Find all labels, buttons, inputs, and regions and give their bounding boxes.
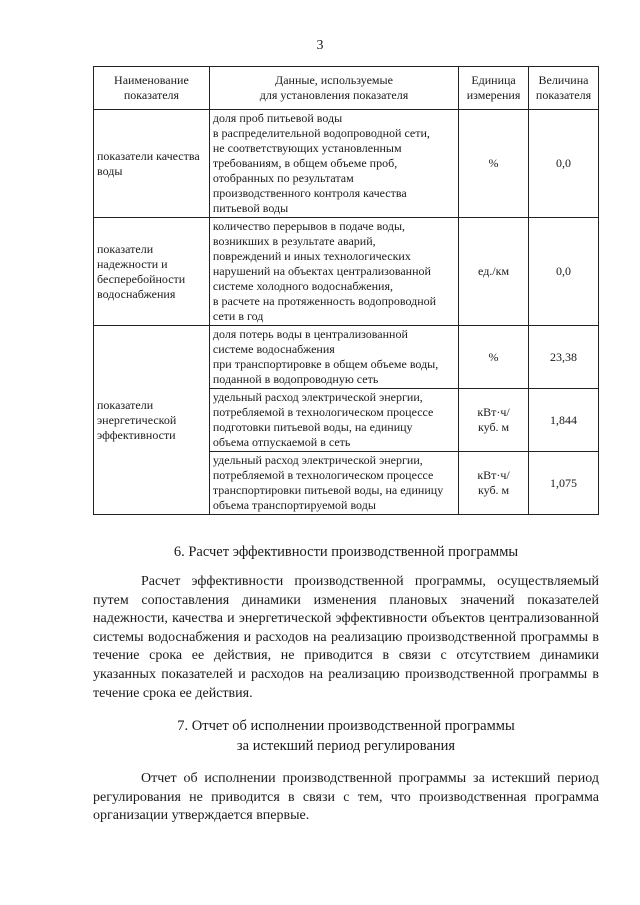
- header-indicator-name: Наименование показателя: [94, 67, 210, 110]
- table-header-row: [94, 67, 599, 110]
- table-row: [94, 110, 599, 218]
- row-unit: кВт·ч/ куб. м: [459, 389, 529, 452]
- row-description: доля проб питьевой воды в распределительной водопроводной сети, не соответствующих установленным требованиям, в общем объеме проб, отобранных по результатам производственного контроля качества питьевой воды: [209, 110, 458, 218]
- section-6-paragraph: Расчет эффективности производственной программы, осуществляемый путем сопоставления динамики изменения плановых значений показателей надежности, качества и энергетической эффективности объектов централизованной системы водоснабжения и расходов на реализацию производственной программы в течение срока ее действия, не приводится в связи с отсутствием динамики указанных показателей и расходов на реализацию производственной программы в течение срока ее действия.: [93, 574, 599, 701]
- indicators-table: [93, 66, 599, 515]
- table-row: [94, 218, 599, 326]
- row-description: удельный расход электрической энергии, потребляемой в технологическом процессе транспортировки питьевой воды, на единицу объема транспортируемой воды: [209, 452, 458, 515]
- row-unit: %: [459, 326, 529, 389]
- header-value: Величина показателя: [529, 67, 599, 110]
- row-value: 1,075: [529, 452, 599, 515]
- row-value: 0,0: [529, 218, 599, 326]
- header-source-data: Данные, используемые для установления показателя: [209, 67, 458, 110]
- row-value: 0,0: [529, 110, 599, 218]
- row-value: 23,38: [529, 326, 599, 389]
- row-unit: кВт·ч/ куб. м: [459, 452, 529, 515]
- group-reliability: показатели надежности и бесперебойности водоснабжения: [94, 218, 210, 326]
- group-energy-efficiency: показатели энергетической эффективности: [94, 326, 210, 515]
- row-unit: %: [459, 110, 529, 218]
- row-description: количество перерывов в подаче воды, возникших в результате аварий, повреждений и иных технологических нарушений на объектах централизованной системе холодного водоснабжения, в расчете на протяженность водопроводной сети в год: [209, 218, 458, 326]
- row-unit: ед./км: [459, 218, 529, 326]
- row-description: доля потерь воды в централизованной системе водоснабжения при транспортировке в общем объеме воды, поданной в водопроводную сеть: [209, 326, 458, 389]
- row-value: 1,844: [529, 389, 599, 452]
- row-description: удельный расход электрической энергии, потребляемой в технологическом процессе подготовки питьевой воды, на единицу объема отпускаемой в сеть: [209, 389, 458, 452]
- header-unit: Единица измерения: [459, 67, 529, 110]
- section-6-title: 6. Расчет эффективности производственной программы: [173, 544, 519, 560]
- section-7-paragraph: Отчет об исполнении производственной программы за истекший период регулирования не приводится в связи с тем, что производственная программа организации утверждается впервые.: [93, 771, 599, 824]
- section-7-title: 7. Отчет об исполнении производственной программы за истекший период регулирования: [177, 718, 515, 754]
- group-water-quality: показатели качества воды: [94, 110, 210, 218]
- table-row: [94, 326, 599, 389]
- page-number: 3: [316, 38, 324, 53]
